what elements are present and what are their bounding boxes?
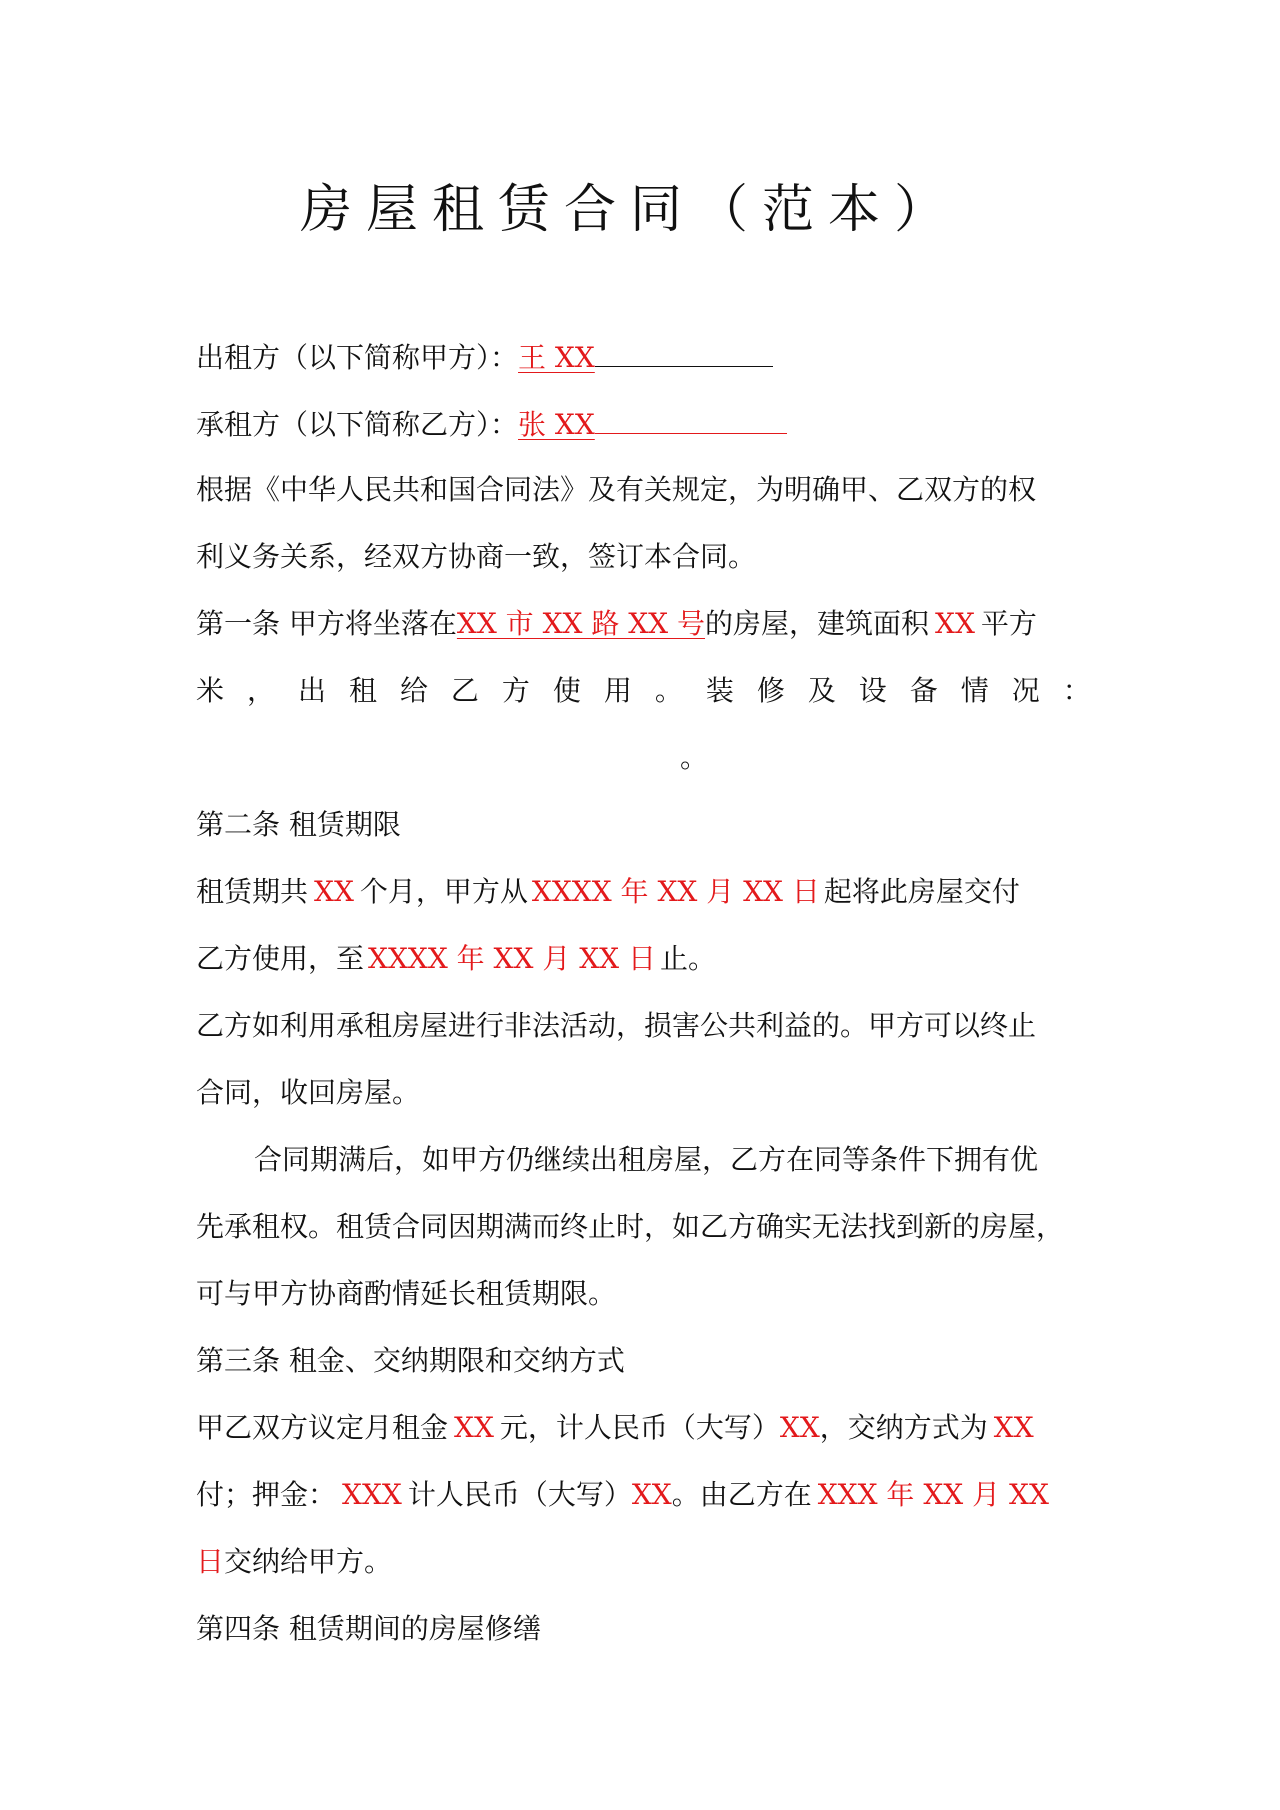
article1-line-2 (196, 671, 1091, 711)
payment-target: 交纳给甲方。 (224, 1545, 393, 1578)
lease-end-prefix: 乙方使用，至 (196, 942, 365, 975)
article2-heading: 第二条 租赁期限 (196, 808, 401, 841)
article1-prefix: 第一条 甲方将坐落在 (196, 607, 457, 640)
monthly-rent: XX (454, 1411, 494, 1444)
party-b-label: 承租方（以下简称乙方）： (196, 408, 519, 441)
article1-line2-char: 给 (399, 674, 428, 707)
party-b-name: 张 XX (518, 408, 595, 441)
article1-line2-char: 况 (1011, 674, 1040, 707)
article1-suffix: 平方 (980, 607, 1037, 640)
article1-line2-char: 设 (858, 674, 887, 707)
illegal-use-line-1: 乙方如利用承租房屋进行非法活动，损害公共利益的。甲方可以终止 (196, 1009, 1037, 1042)
property-address: XX 市 XX 路 XX 号 (456, 607, 706, 640)
article3-line-2 (196, 1475, 1096, 1515)
article1-line2-char: ， (246, 674, 275, 707)
article1-mid: 的房屋，建筑面积 (705, 607, 930, 640)
preamble-line-2: 利义务关系，经双方协商一致，签订本合同。 (196, 540, 757, 573)
article1-line2-char: 备 (909, 674, 938, 707)
lease-start-date: XXXX 年 XX 月 XX 日 (531, 875, 820, 908)
article1-line2-char: 装 (705, 674, 734, 707)
renewal-line-3: 可与甲方协商酌情延长租赁期限。 (196, 1277, 617, 1310)
payment-date-part-2: 日 (196, 1545, 225, 1578)
article2-line-2 (196, 939, 1096, 979)
article3-heading: 第三条 租金、交纳期限和交纳方式 (196, 1344, 625, 1377)
article1-line-1 (196, 604, 1096, 644)
article3-line-3 (196, 1542, 1096, 1582)
article1-line2-char: 使 (552, 674, 581, 707)
lease-end-suffix: 止。 (660, 942, 717, 975)
article2-line-1 (196, 872, 1096, 912)
article1-line2-char: 修 (756, 674, 785, 707)
deposit-value: XXX (342, 1478, 402, 1511)
article3-line-1 (196, 1408, 1096, 1448)
illegal-use-line-2: 合同，收回房屋。 (196, 1076, 421, 1109)
party-a-label: 出租方（以下简称甲方）： (196, 341, 519, 374)
party-a-line (196, 336, 1096, 378)
rent-upper-label: 元，计人民币（大写） (499, 1411, 780, 1444)
renewal-line-1: 合同期满后，如甲方仍继续出租房屋，乙方在同等条件下拥有优 (254, 1143, 1039, 1176)
article1-line2-char: 租 (348, 674, 377, 707)
document-title (0, 170, 1260, 250)
preamble-line-1: 根据《中华人民共和国合同法》及有关规定，为明确甲、乙双方的权 (196, 473, 1037, 506)
title-text: 房屋租赁合同（范本） (299, 180, 960, 240)
article1-line2-char: 米 (196, 674, 225, 707)
article1-line2-char: 。 (654, 674, 683, 707)
deposit-label: 付；押金： (196, 1478, 337, 1511)
party-a-blank (595, 336, 773, 367)
article1-line2-char: 及 (807, 674, 836, 707)
lease-term-prefix: 租赁期共 (196, 875, 309, 908)
article1-line2-char: 用 (603, 674, 632, 707)
article1-line2-char: 情 (960, 674, 989, 707)
payment-date-label: 。由乙方在 (671, 1478, 812, 1511)
article1-line2-char: 乙 (450, 674, 479, 707)
rent-upper-value: XX (779, 1411, 820, 1444)
renewal-line-2: 先承租权。租赁合同因期满而终止时，如乙方确实无法找到新的房屋， (196, 1210, 1065, 1243)
lease-end-date: XXXX 年 XX 月 XX 日 (368, 942, 656, 975)
deposit-upper-label: 计人民币（大写） (407, 1478, 632, 1511)
article4-heading: 第四条 租赁期间的房屋修缮 (196, 1612, 541, 1645)
lease-term-mid: 个月，甲方从 (359, 875, 528, 908)
article1-line2-char: 出 (297, 674, 326, 707)
building-area: XX (935, 607, 975, 640)
payment-date-part-1: XXX 年 XX 月 XX (817, 1478, 1049, 1511)
article1-line2-char: 方 (501, 674, 530, 707)
party-b-blank (595, 403, 787, 434)
party-a-name: 王 XX (518, 341, 595, 374)
lease-months: XX (314, 875, 354, 908)
article1-line2-char: ： (1062, 674, 1091, 707)
rent-prefix: 甲乙双方议定月租金 (196, 1411, 449, 1444)
pay-method-value: XX (993, 1411, 1034, 1444)
pay-method-label: ，交纳方式为 (819, 1411, 988, 1444)
lease-term-suffix: 起将此房屋交付 (823, 875, 1020, 908)
article1-line-3: 。 (680, 741, 709, 774)
deposit-upper-value: XX (631, 1478, 672, 1511)
party-b-line (196, 403, 1096, 445)
